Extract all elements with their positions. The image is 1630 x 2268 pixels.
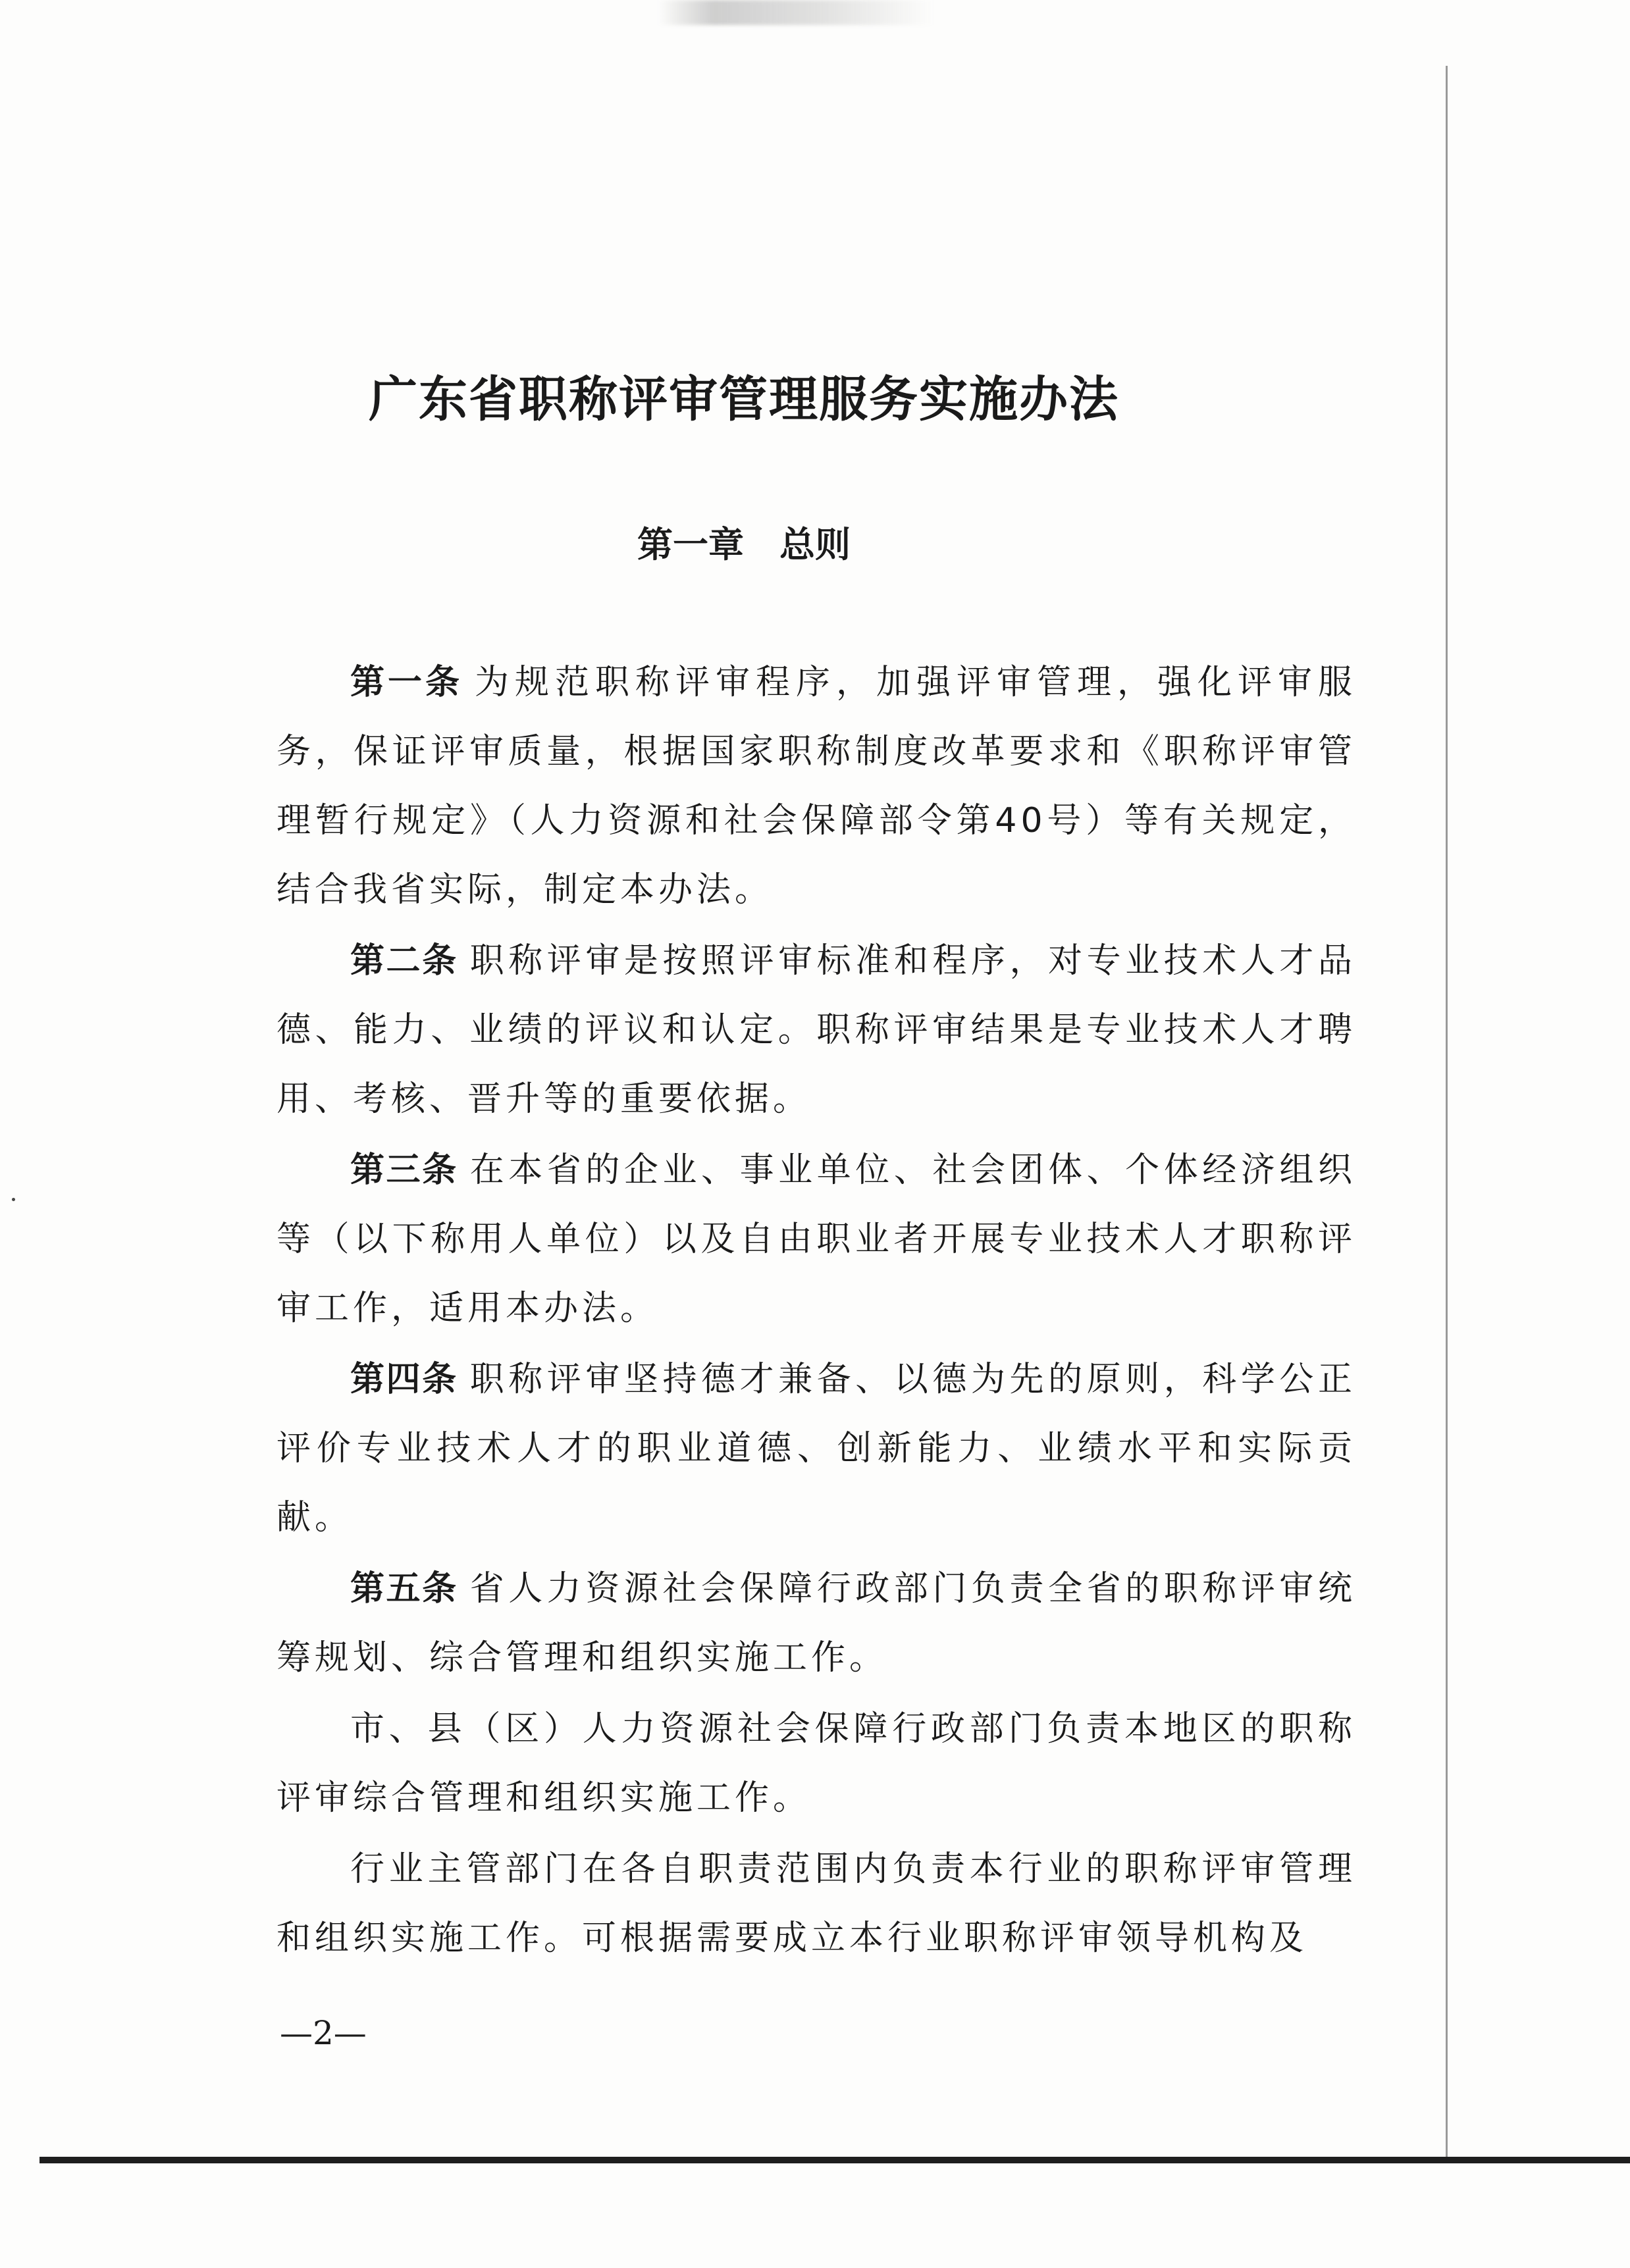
chapter-heading: 第一章 总则 xyxy=(637,524,851,565)
article-paragraph xyxy=(276,1695,1356,1833)
article-label: 第二条 xyxy=(350,941,458,981)
article-text: 职称评审是按照评审标准和程序，对专业技术人才品德、能力、业绩的评议和认定。职称评审结果是专业技术人才聘用、考核、晋升等的重要依据。 xyxy=(276,941,1356,1119)
article-text: 市、县（区）人力资源社会保障行政部门负责本地区的职称评审综合管理和组织实施工作。 xyxy=(276,1709,1356,1818)
article-text: 在本省的企业、事业单位、社会团体、个体经济组织等（以下称用人单位）以及自由职业者开展专业技术人才职称评审工作，适用本办法。 xyxy=(276,1150,1356,1328)
article-paragraph xyxy=(276,1136,1356,1343)
article-paragraph xyxy=(276,648,1356,925)
article-paragraph xyxy=(276,1835,1356,1973)
scan-speck xyxy=(12,1198,15,1201)
article-label: 第三条 xyxy=(350,1150,458,1190)
document-title: 广东省职称评审管理服务实施办法 xyxy=(369,371,1119,428)
article-label: 第四条 xyxy=(350,1360,458,1399)
scan-smudge xyxy=(658,0,935,25)
article-text: 行业主管部门在各自职责范围内负责本行业的职称评审管理和组织实施工作。可根据需要成立本行业职称评审领导机构及 xyxy=(276,1849,1356,1958)
page-number: —2— xyxy=(280,2014,367,2052)
article-text: 省人力资源社会保障行政部门负责全省的职称评审统筹规划、综合管理和组织实施工作。 xyxy=(276,1569,1356,1678)
article-label: 第一条 xyxy=(350,663,463,702)
article-paragraph xyxy=(276,1555,1356,1693)
article-paragraph xyxy=(276,927,1356,1134)
article-text: 职称评审坚持德才兼备、以德为先的原则，科学公正评价专业技术人才的职业道德、创新能力、业绩水平和实际贡献。 xyxy=(276,1360,1356,1537)
article-paragraph xyxy=(276,1345,1356,1553)
bottom-border xyxy=(39,2157,1630,2163)
article-label: 第五条 xyxy=(350,1569,458,1609)
article-text: 为规范职称评审程序，加强评审管理，强化评审服务，保证评审质量，根据国家职称制度改革要求和《职称评审管理暂行规定》（人力资源和社会保障部令第40号）等有关规定，结合我省实际，制定本办法。 xyxy=(276,663,1356,910)
document-body xyxy=(276,648,1356,1975)
